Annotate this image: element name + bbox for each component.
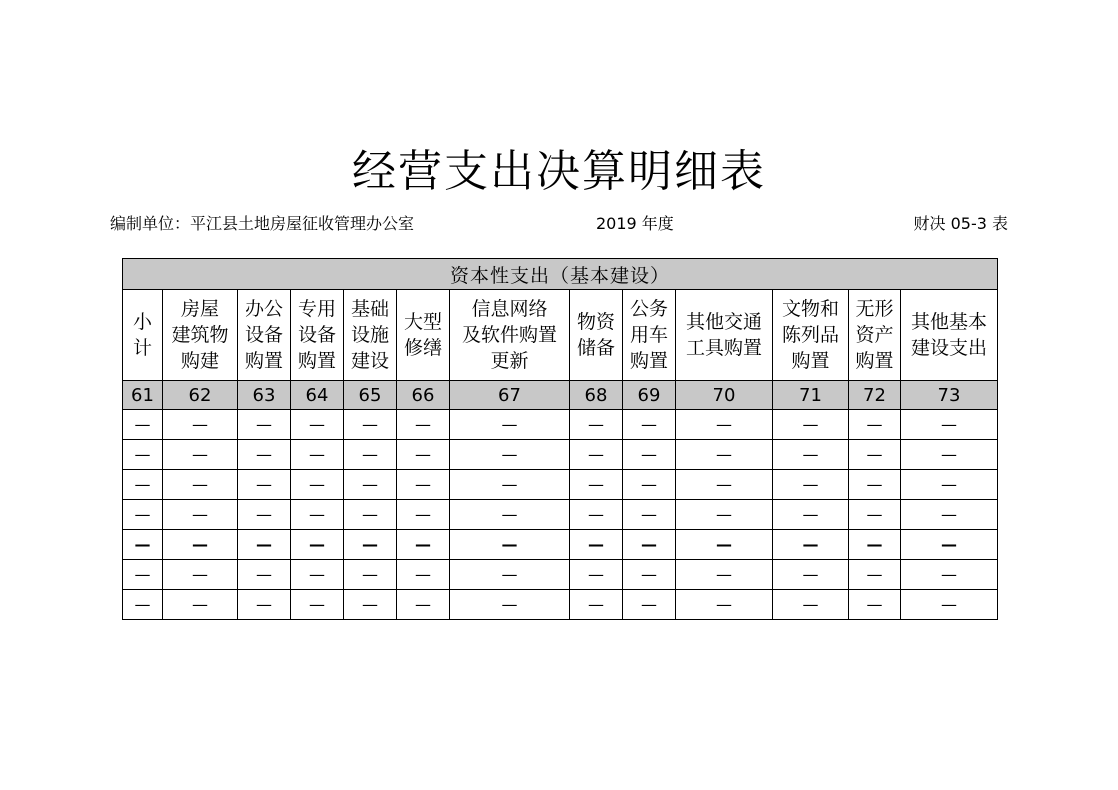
table-cell: — <box>450 470 570 500</box>
column-header: 物资 储备 <box>570 290 623 381</box>
table-cell: — <box>291 410 344 440</box>
table-cell: — <box>450 530 570 560</box>
column-code: 69 <box>623 381 676 410</box>
column-header: 其他交通 工具购置 <box>676 290 773 381</box>
table-cell: — <box>397 440 450 470</box>
table-cell: — <box>901 530 998 560</box>
table-cell: — <box>676 440 773 470</box>
table-cell: — <box>397 470 450 500</box>
table-cell: — <box>344 590 397 620</box>
table-row <box>123 590 998 620</box>
table-cell: — <box>450 500 570 530</box>
column-code: 61 <box>123 381 163 410</box>
column-code: 62 <box>163 381 238 410</box>
table-cell: — <box>849 500 901 530</box>
table-cell: — <box>163 470 238 500</box>
table-row <box>123 470 998 500</box>
column-header: 房屋 建筑物 购建 <box>163 290 238 381</box>
table-cell: — <box>291 560 344 590</box>
table-cell: — <box>773 470 849 500</box>
table-row <box>123 560 998 590</box>
table-cell: — <box>163 560 238 590</box>
table-cell: — <box>123 410 163 440</box>
table-cell: — <box>623 590 676 620</box>
table-cell: — <box>238 470 291 500</box>
table-cell: — <box>344 560 397 590</box>
table-cell: — <box>676 410 773 440</box>
column-header: 无形 资产 购置 <box>849 290 901 381</box>
form-code: 财决 05-3 表 <box>913 214 1008 233</box>
table-cell: — <box>849 590 901 620</box>
column-header: 文物和 陈列品 购置 <box>773 290 849 381</box>
table-cell: — <box>450 590 570 620</box>
column-header: 小 计 <box>123 290 163 381</box>
compiling-unit: 编制单位：平江县土地房屋征收管理办公室 <box>110 214 415 233</box>
column-header: 公务 用车 购置 <box>623 290 676 381</box>
table-cell: — <box>623 470 676 500</box>
column-code: 71 <box>773 381 849 410</box>
table-cell: — <box>238 440 291 470</box>
table-cell: — <box>450 410 570 440</box>
column-header: 基础 设施 建设 <box>344 290 397 381</box>
table-cell: — <box>901 560 998 590</box>
table-cell: — <box>570 440 623 470</box>
table-cell: — <box>676 590 773 620</box>
table-cell: — <box>450 560 570 590</box>
table-row <box>123 410 998 440</box>
page-title: 经营支出决算明细表 <box>352 146 766 197</box>
column-code: 67 <box>450 381 570 410</box>
table-cell: — <box>163 410 238 440</box>
table-cell: — <box>570 560 623 590</box>
table-cell: — <box>123 590 163 620</box>
table-cell: — <box>570 410 623 440</box>
table-cell: — <box>570 500 623 530</box>
table-cell: — <box>849 530 901 560</box>
table-cell: — <box>344 410 397 440</box>
table-cell: — <box>773 530 849 560</box>
column-code: 63 <box>238 381 291 410</box>
table-cell: — <box>623 440 676 470</box>
column-header: 其他基本 建设支出 <box>901 290 998 381</box>
table-cell: — <box>849 470 901 500</box>
table-cell: — <box>623 560 676 590</box>
column-code: 70 <box>676 381 773 410</box>
fiscal-year: 2019 年度 <box>596 214 674 233</box>
table-cell: — <box>676 560 773 590</box>
table-cell: — <box>344 440 397 470</box>
table-cell: — <box>623 500 676 530</box>
table-row <box>123 530 998 560</box>
table-row <box>123 500 998 530</box>
table-cell: — <box>123 530 163 560</box>
table-cell: — <box>676 470 773 500</box>
table-cell: — <box>676 500 773 530</box>
column-code: 66 <box>397 381 450 410</box>
table-cell: — <box>238 410 291 440</box>
table-cell: — <box>397 560 450 590</box>
column-code: 68 <box>570 381 623 410</box>
table-cell: — <box>397 530 450 560</box>
table-cell: — <box>344 500 397 530</box>
table-cell: — <box>849 560 901 590</box>
table-cell: — <box>901 470 998 500</box>
table-cell: — <box>450 440 570 470</box>
table-cell: — <box>849 410 901 440</box>
column-code: 73 <box>901 381 998 410</box>
table-cell: — <box>291 500 344 530</box>
table-cell: — <box>291 590 344 620</box>
table-cell: — <box>901 440 998 470</box>
table-cell: — <box>291 440 344 470</box>
table-cell: — <box>163 440 238 470</box>
table-cell: — <box>238 530 291 560</box>
table-cell: — <box>123 440 163 470</box>
table-cell: — <box>397 410 450 440</box>
table-cell: — <box>773 440 849 470</box>
table-cell: — <box>344 530 397 560</box>
table-cell: — <box>163 530 238 560</box>
table-cell: — <box>123 470 163 500</box>
table-cell: — <box>773 590 849 620</box>
table-cell: — <box>901 410 998 440</box>
table-cell: — <box>163 590 238 620</box>
table-cell: — <box>901 500 998 530</box>
column-code: 64 <box>291 381 344 410</box>
group-header: 资本性支出（基本建设） <box>123 259 998 290</box>
table-cell: — <box>773 500 849 530</box>
table-cell: — <box>570 530 623 560</box>
table-cell: — <box>849 440 901 470</box>
table-cell: — <box>123 500 163 530</box>
table-cell: — <box>623 530 676 560</box>
table-cell: — <box>773 560 849 590</box>
table-cell: — <box>291 470 344 500</box>
table-cell: — <box>676 530 773 560</box>
table-cell: — <box>901 590 998 620</box>
column-code: 65 <box>344 381 397 410</box>
column-code: 72 <box>849 381 901 410</box>
column-header: 办公 设备 购置 <box>238 290 291 381</box>
table-cell: — <box>163 500 238 530</box>
column-header: 大型 修缮 <box>397 290 450 381</box>
table-cell: — <box>238 590 291 620</box>
table-cell: — <box>238 560 291 590</box>
column-header: 专用 设备 购置 <box>291 290 344 381</box>
table-cell: — <box>238 500 291 530</box>
table-cell: — <box>570 590 623 620</box>
column-header: 信息网络 及软件购置 更新 <box>450 290 570 381</box>
table-cell: — <box>123 560 163 590</box>
table-cell: — <box>623 410 676 440</box>
table-cell: — <box>397 590 450 620</box>
table-cell: — <box>570 470 623 500</box>
table-cell: — <box>773 410 849 440</box>
table-cell: — <box>291 530 344 560</box>
expenditure-table <box>122 258 998 620</box>
table-row <box>123 440 998 470</box>
table-cell: — <box>397 500 450 530</box>
table-cell: — <box>344 470 397 500</box>
